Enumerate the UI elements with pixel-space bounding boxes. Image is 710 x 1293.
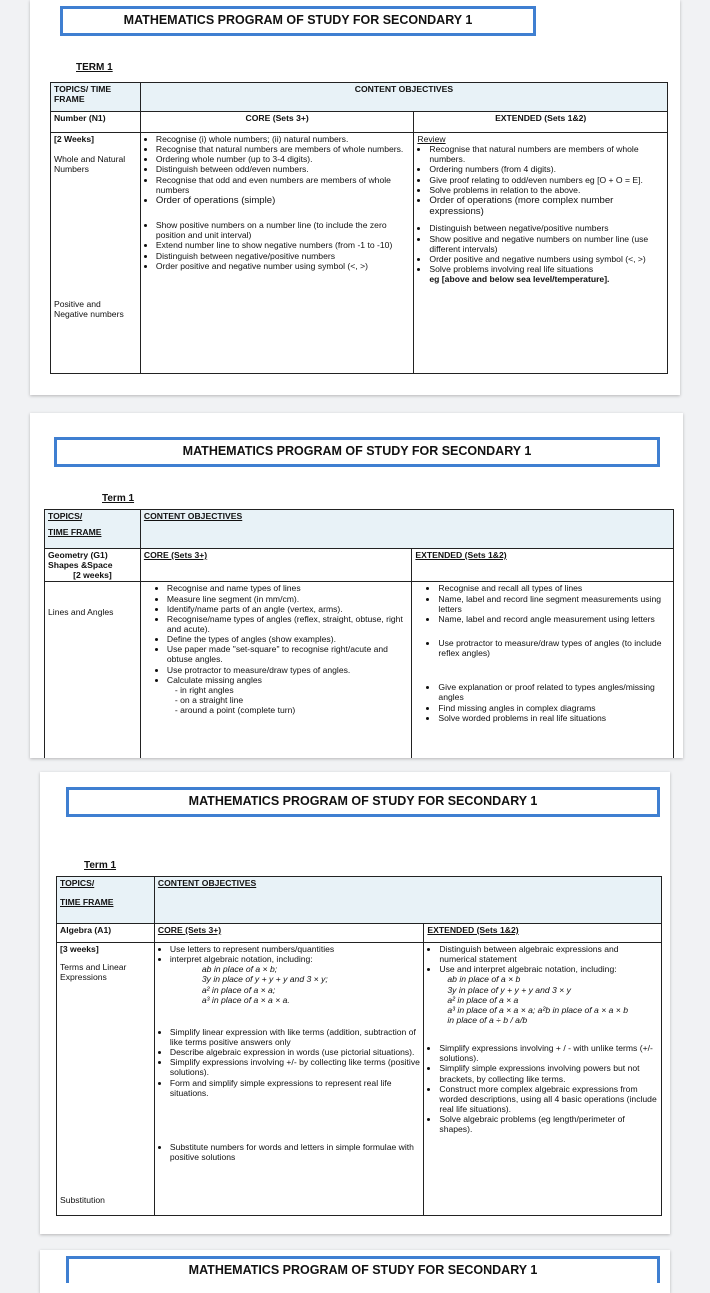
page-title: MATHEMATICS PROGRAM OF STUDY FOR SECONDARY 1 [54, 437, 660, 467]
list-item: • Measure line segment (in mm/cm). [167, 594, 409, 604]
list-item: • interpret algebraic notation, including: [170, 954, 421, 964]
core-header: CORE (Sets 3+) [140, 549, 412, 582]
weeks-label: [2 weeks] [73, 570, 112, 581]
page-1 [30, 0, 680, 395]
list-item: • Find missing angles in complex diagrams [438, 703, 670, 713]
list-item: • Recognise that natural numbers are members of whole numbers. [429, 144, 664, 164]
topic-name: Algebra (A1) [57, 924, 155, 943]
weeks-label: [2 Weeks] [54, 134, 94, 144]
list-item: • Substitute numbers for words and letters in simple formulae with positive solutions [170, 1142, 421, 1162]
notation-item: a³ in place of a × a × a; a²b in place of a × a × b [447, 1004, 628, 1015]
list-item: • Use letters to represent numbers/quantities [170, 944, 421, 954]
list-item-example: eg [above and below sea level/temperature]. [429, 274, 610, 285]
notation-item: a² in place of a × a; [201, 984, 276, 995]
list-item: • Form and simplify simple expressions to represent real life situations. [170, 1078, 421, 1098]
subtopic-label: Positive and Negative numbers [54, 299, 124, 320]
weeks-label: [3 weeks] [60, 944, 99, 954]
list-item: • Ordering whole number (up to 3-4 digits). [156, 154, 411, 164]
list-item: • Distinguish between algebraic expressions and numerical statement [439, 944, 658, 964]
list-item: • Order positive and negative numbers using symbol (<, >) [429, 254, 664, 264]
list-item: • Name, label and record angle measurement using letters [438, 614, 670, 624]
list-item: • Give explanation or proof related to types angles/missing angles [438, 682, 670, 702]
page-title: MATHEMATICS PROGRAM OF STUDY FOR SECONDARY 1 [66, 787, 660, 817]
topics-header: TOPICS/ [60, 878, 95, 888]
list-item: • Distinguish between odd/even numbers. [156, 164, 411, 174]
topic-name: Geometry (G1) Shapes &Space [48, 550, 113, 571]
list-item: • Order of operations (simple) [156, 195, 411, 206]
list-item: • Recognise/name types of angles (reflex, straight, obtuse, right and acute). [167, 614, 409, 634]
list-item-text: Solve problems involving real life situations [429, 264, 594, 275]
list-item: • Give proof relating to odd/even numbers eg [O + O = E]. [429, 175, 664, 185]
notation-item: a³ in place of a × a × a. [201, 994, 290, 1005]
timeframe-header: TIME FRAME [48, 527, 102, 538]
list-item: • Show positive numbers on a number line (to include the zero position and unit interval) [156, 220, 411, 240]
list-item: • Distinguish between negative/positive numbers [429, 223, 664, 233]
objectives-table [56, 876, 662, 1216]
list-item: • Define the types of angles (show examples). [167, 634, 409, 644]
list-item: • Solve algebraic problems (eg length/perimeter of shapes). [439, 1114, 658, 1134]
list-item: • Identify/name parts of an angle (vertex, arms). [167, 604, 409, 614]
subtopic-label: Whole and Natural Numbers [54, 154, 126, 175]
core-header: CORE (Sets 3+) [140, 112, 414, 133]
sub-item: - in right angles [174, 684, 234, 695]
list-item: • Calculate missing angles [167, 675, 409, 685]
topic-name: Number (N1) [51, 112, 141, 133]
page-4 [40, 1250, 670, 1293]
content-header: CONTENT OBJECTIVES [157, 878, 257, 888]
objectives-table [50, 82, 668, 374]
list-item: • Simplify simple expressions involving powers but not brackets, by collecting like terms. [439, 1063, 658, 1083]
list-item: • Use paper made "set-square" to recognise right/acute and obtuse angles. [167, 644, 409, 664]
timeframe-header: TIME FRAME [60, 897, 114, 908]
sub-item: - on a straight line [174, 694, 244, 705]
objectives-table [44, 509, 674, 758]
extended-header: EXTENDED (Sets 1&2) [424, 924, 662, 943]
notation-item: 3y in place of y + y + y and 3 × y [447, 984, 571, 995]
list-item: • Extend number line to show negative numbers (from -1 to -10) [156, 240, 411, 250]
list-item: • Describe algebraic expression in words (use pictorial situations). [170, 1047, 421, 1057]
list-item: • Use protractor to measure/draw types of angles. [167, 665, 409, 675]
term-label: TERM 1 [76, 62, 113, 73]
notation-item: ab in place of a × b; [201, 964, 278, 975]
extended-header: EXTENDED (Sets 1&2) [412, 549, 674, 582]
notation-item: a² in place of a × a [447, 994, 519, 1005]
list-item [429, 264, 664, 284]
page-3 [40, 772, 670, 1234]
review-label: Review [417, 134, 446, 144]
list-item: • Solve problems in relation to the above. [429, 185, 664, 195]
list-item: • Use protractor to measure/draw types of angles (to include reflex angles) [438, 638, 670, 658]
notation-item: 3y in place of y + y + y and 3 × y; [201, 974, 328, 985]
list-item: • Simplify linear expression with like terms (addition, subtraction of like terms positive answers only [170, 1027, 421, 1047]
list-item: • Show positive and negative numbers on number line (use different intervals) [429, 234, 664, 254]
content-header: CONTENT OBJECTIVES [354, 84, 454, 94]
list-item: • Use and interpret algebraic notation, including: [439, 964, 658, 974]
topics-header: TOPICS/ [48, 511, 83, 521]
extended-header: EXTENDED (Sets 1&2) [414, 112, 668, 133]
list-item: • Recognise (i) whole numbers; (ii) natural numbers. [156, 134, 411, 144]
subtopic-label: Lines and Angles [48, 607, 114, 618]
list-item: • Recognise and name types of lines [167, 583, 409, 593]
list-item: • Simplify expressions involving + / - with unlike terms (+/- solutions). [439, 1043, 658, 1063]
list-item: • Recognise and recall all types of lines [438, 583, 670, 593]
list-item: • Solve worded problems in real life situations [438, 713, 670, 723]
term-label: Term 1 [84, 860, 117, 871]
page-title: MATHEMATICS PROGRAM OF STUDY FOR SECONDARY 1 [66, 1256, 660, 1283]
subtopic-label: Substitution [60, 1195, 105, 1205]
topics-header: TOPICS/ TIME FRAME [51, 83, 141, 112]
list-item: • Construct more complex algebraic expressions from worded descriptions, using all 4 basic operations (include real life situations). [439, 1084, 658, 1114]
subtopic-label: Terms and Linear Expressions [60, 962, 127, 983]
page-2 [30, 413, 683, 758]
list-item: • Recognise that odd and even numbers are members of whole numbers [156, 175, 411, 195]
list-item: • Name, label and record line segment measurements using letters [438, 594, 670, 614]
list-item: • Distinguish between negative/positive numbers [156, 251, 411, 261]
list-item: • Simplify expressions involving +/- by collecting like terms (positive solutions). [170, 1057, 421, 1077]
list-item: • Order positive and negative number using symbol (<, >) [156, 261, 411, 271]
notation-item: ab in place of a × b [447, 974, 521, 985]
term-label: Term 1 [102, 493, 135, 504]
core-header: CORE (Sets 3+) [154, 924, 424, 943]
list-item: • Recognise that natural numbers are members of whole numbers. [156, 144, 411, 154]
content-header: CONTENT OBJECTIVES [143, 511, 243, 521]
list-item: • Order of operations (more complex number expressions) [429, 195, 664, 218]
notation-item: in place of a ÷ b / a/b [447, 1014, 528, 1025]
page-title: MATHEMATICS PROGRAM OF STUDY FOR SECONDARY 1 [60, 6, 536, 36]
sub-item: - around a point (complete turn) [174, 705, 296, 716]
list-item: • Ordering numbers (from 4 digits). [429, 164, 664, 174]
